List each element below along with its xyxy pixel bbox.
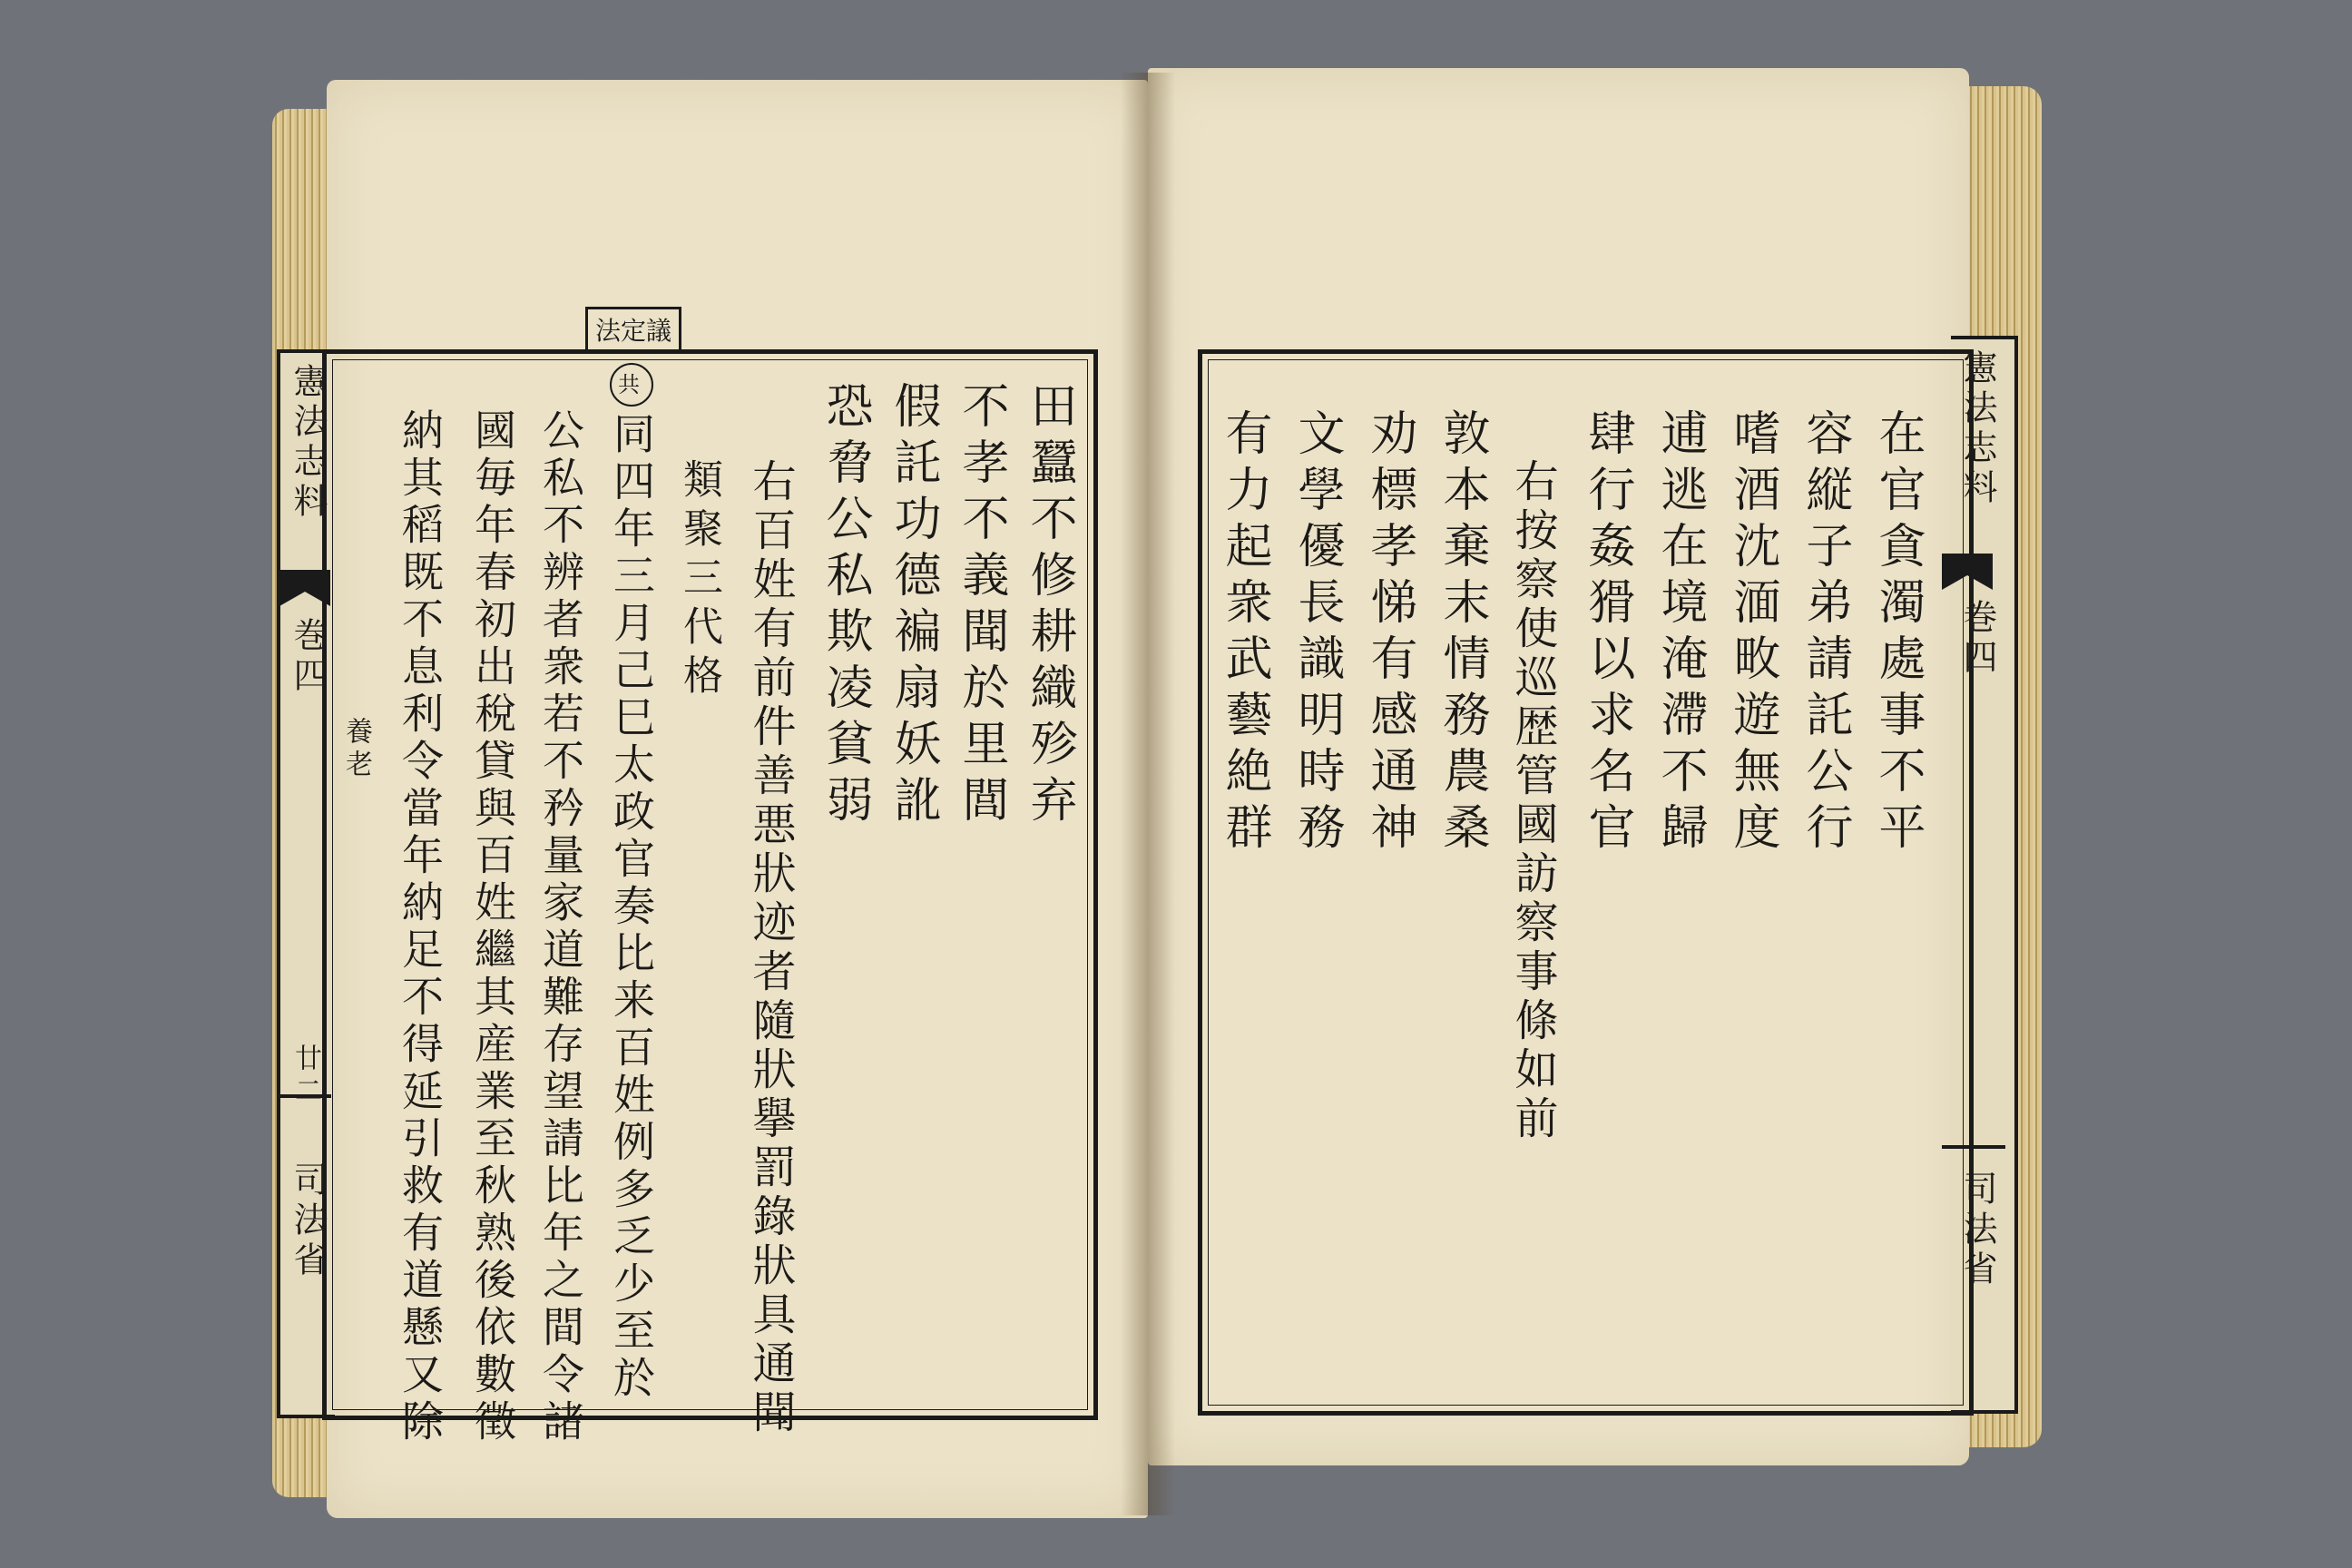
text-column: 文學優長識明時務 <box>1289 408 1344 858</box>
text-column: 納其稻既不息利令當年納足不得延引救有道懸又除 <box>396 408 445 1446</box>
text-column: 右按察使巡歴管國訪察事條如前 <box>1507 458 1558 1144</box>
text-column: 劝標孝悌有感通神 <box>1362 408 1416 858</box>
text-column-body: 同四年三月己巳太政官奏比来百姓例多乏少至於 <box>607 412 656 1403</box>
seal-stamp: 法定議 <box>585 307 681 352</box>
annotation-circle-mark: 共 <box>610 363 653 407</box>
text-column: 公私不辨者衆若不矜量家道難存望請比年之間令諸 <box>536 408 585 1446</box>
text-column: 在官貪濁處事不平 <box>1870 408 1925 858</box>
text-column: 敦本棄末情務農桑 <box>1435 408 1489 858</box>
text-column: 容縦子弟請託公行 <box>1798 408 1852 858</box>
text-column: 假託功德褊扇妖訛 <box>886 381 940 831</box>
text-column: 國毎年春初出稅貸與百姓繼其産業至秋熟後依數徵 <box>468 408 517 1446</box>
text-column: 田蠶不修耕織殄弃 <box>1022 381 1076 831</box>
text-column: 逋逃在境淹滯不歸 <box>1652 408 1707 858</box>
source-citation: 類聚三代格 <box>676 458 722 703</box>
text-column: 恐脅公私欺凌貧弱 <box>818 381 872 831</box>
left-margin-title: 憲法志料 <box>288 363 328 523</box>
text-column <box>607 363 656 1403</box>
left-margin-folio: 廿二 <box>289 1044 321 1109</box>
right-margin-title: 憲法志料 <box>1957 349 1997 509</box>
text-column: 右百姓有前件善悪狀迹者隨狀擧罰錄狀具通聞 <box>745 458 796 1438</box>
right-margin-volume: 巻四 <box>1957 599 1997 679</box>
text-column: 嗜酒沈湎畋遊無度 <box>1725 408 1779 858</box>
text-column: 不孝不義聞於里閭 <box>954 381 1008 831</box>
text-column: 肆行姦猾以求名官 <box>1580 408 1634 858</box>
text-column: 有力起衆武藝絶群 <box>1217 408 1271 858</box>
right-margin-publisher: 司法省 <box>1957 1171 1997 1290</box>
book-gutter <box>1121 73 1175 1515</box>
left-margin-publisher: 司法省 <box>288 1161 328 1281</box>
left-margin-topic: 養老 <box>340 717 372 782</box>
left-margin-volume: 巻四 <box>288 617 328 697</box>
